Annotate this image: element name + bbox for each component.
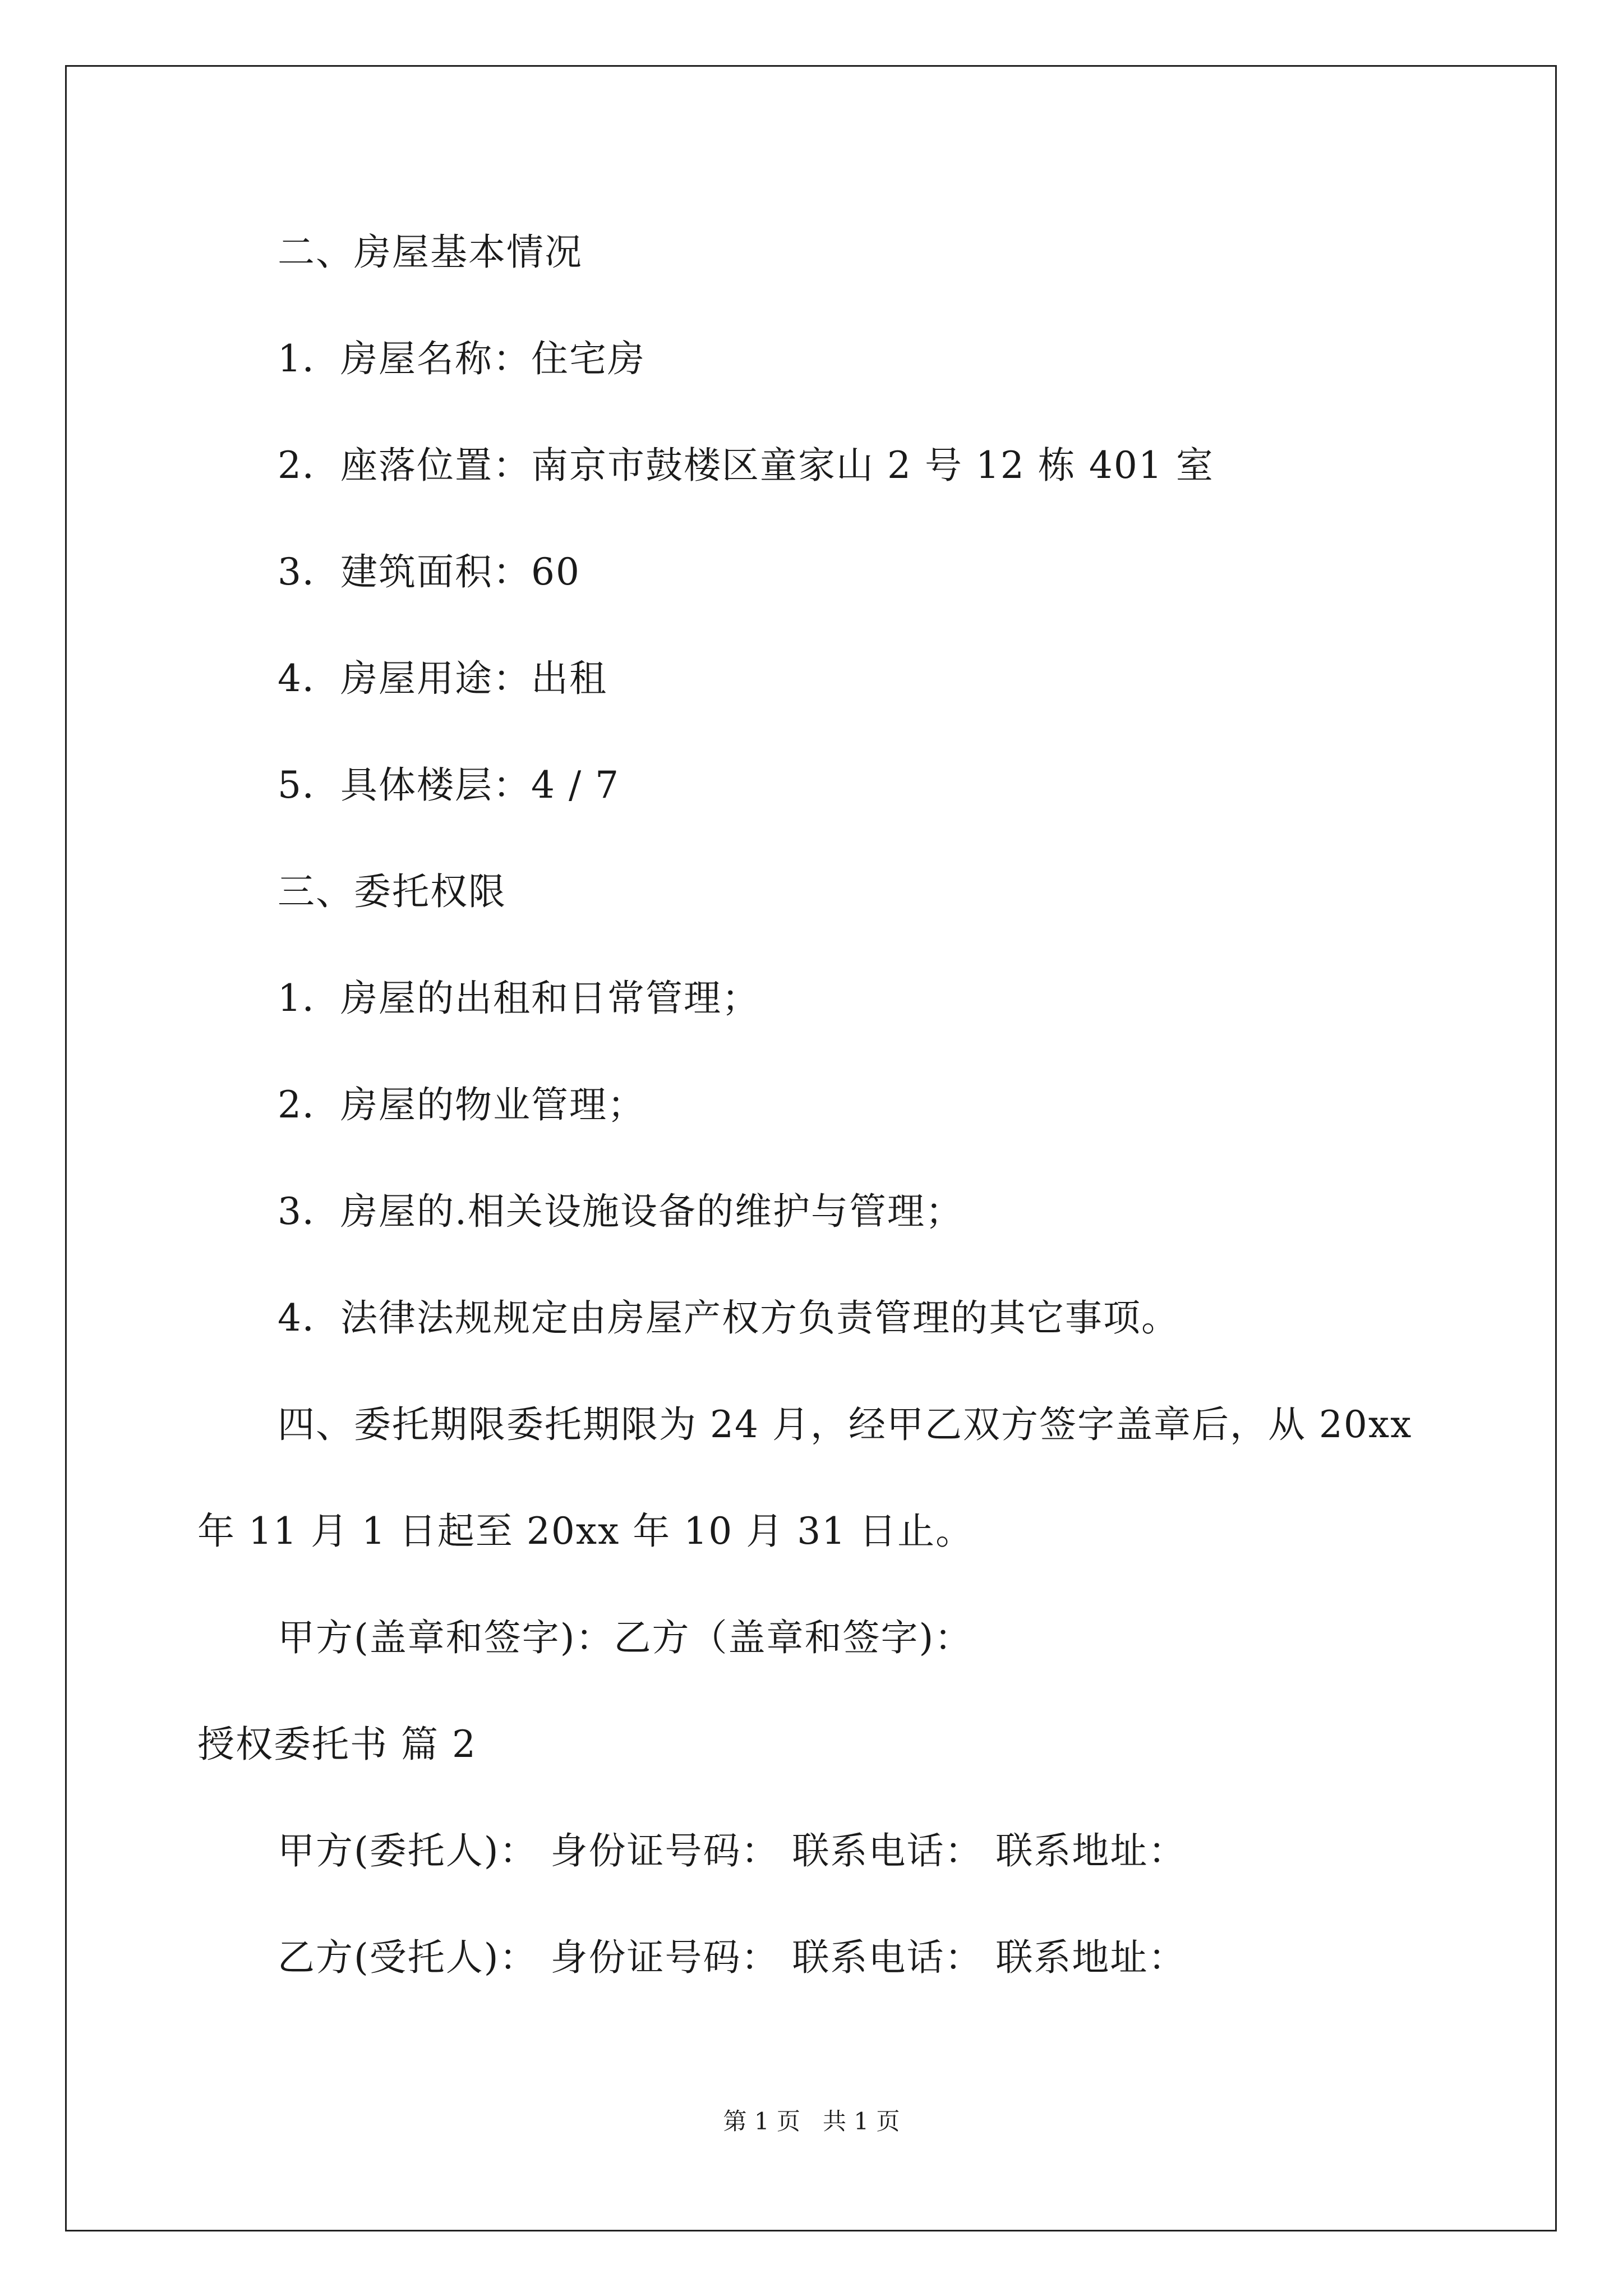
paragraph-property-management: 2．房屋的物业管理；	[278, 1083, 645, 1126]
paragraph-other-matters: 4．法律法规规定由房屋产权方负责管理的其它事项。	[278, 1296, 1179, 1340]
paragraph-term-line-1: 四、委托期限委托期限为 24 月，经甲乙双方签字盖章后，从 20xx	[278, 1403, 1413, 1446]
paragraph-floor-level: 5．具体楼层：4 / 7	[278, 763, 620, 807]
section-heading-house-info: 二、房屋基本情况	[278, 231, 583, 274]
paragraph-party-b-info: 乙方(受托人)： 身份证号码： 联系电话： 联系地址：	[278, 1936, 1187, 1979]
paragraph-house-usage: 4．房屋用途：出租	[278, 657, 607, 700]
paragraph-house-name: 1．房屋名称：住宅房	[278, 337, 645, 380]
paragraph-term-line-2: 年 11 月 1 日起至 20xx 年 10 月 31 日止。	[197, 1510, 974, 1553]
page-number-footer: 第 1 页 共 1 页	[723, 2108, 900, 2135]
paragraph-signatures: 甲方(盖章和签字)：乙方（盖章和签字)：	[278, 1616, 973, 1659]
paragraph-floor-area: 3．建筑面积：60	[278, 550, 580, 593]
paragraph-rent-management: 1．房屋的出租和日常管理；	[278, 977, 760, 1020]
paragraph-location: 2．座落位置：南京市鼓楼区童家山 2 号 12 栋 401 室	[278, 444, 1214, 487]
section-heading-authority: 三、委托权限	[278, 870, 506, 913]
document-title-part-2: 授权委托书 篇 2	[197, 1723, 477, 1766]
paragraph-facility-maintenance: 3．房屋的.相关设施设备的维护与管理；	[278, 1190, 963, 1233]
paragraph-party-a-info: 甲方(委托人)： 身份证号码： 联系电话： 联系地址：	[278, 1829, 1187, 1872]
page-border	[65, 65, 1557, 2231]
